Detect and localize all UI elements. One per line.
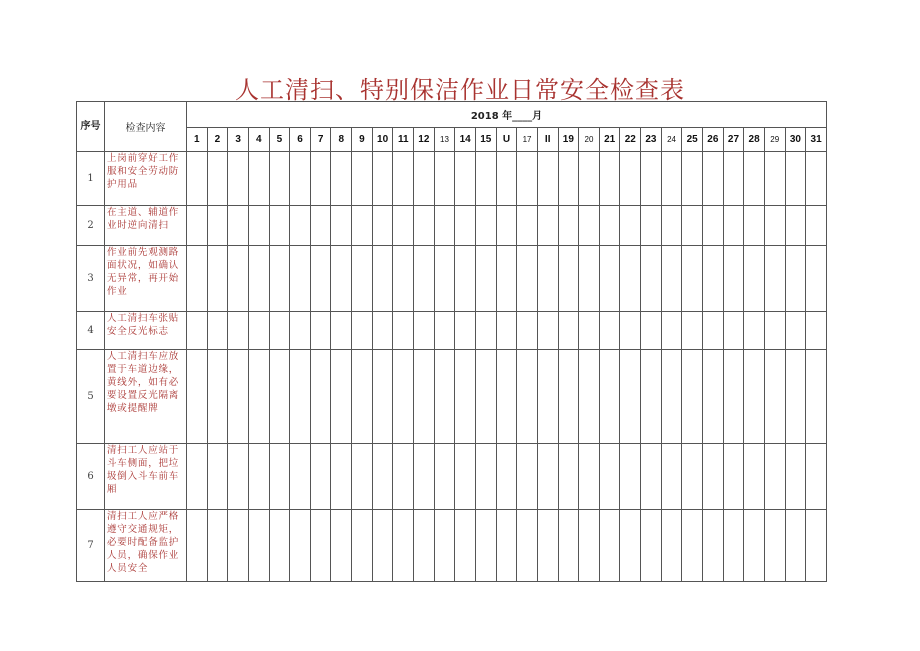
check-cell[interactable] (620, 444, 641, 510)
check-cell[interactable] (641, 510, 662, 582)
check-cell[interactable] (599, 246, 620, 312)
check-cell[interactable] (620, 206, 641, 246)
check-cell[interactable] (703, 312, 724, 350)
page-title: 人工清扫、特别保洁作业日常安全检查表 (235, 76, 685, 104)
check-cell[interactable] (682, 206, 703, 246)
check-cell[interactable] (331, 206, 352, 246)
check-cell[interactable] (393, 152, 414, 206)
day-header: 8 (331, 128, 352, 152)
check-cell[interactable] (434, 510, 455, 582)
check-cell[interactable] (579, 152, 600, 206)
check-cell[interactable] (248, 510, 269, 582)
check-cell[interactable] (537, 206, 558, 246)
check-cell[interactable] (352, 312, 373, 350)
check-cell[interactable] (414, 206, 435, 246)
check-cell[interactable] (682, 246, 703, 312)
check-cell[interactable] (806, 312, 827, 350)
check-cell[interactable] (475, 152, 496, 206)
day-header: 26 (703, 128, 724, 152)
day-header: 15 (475, 128, 496, 152)
day-header: 6 (290, 128, 311, 152)
check-cell[interactable] (496, 350, 517, 444)
check-cell[interactable] (331, 444, 352, 510)
check-cell[interactable] (228, 312, 249, 350)
header-year-month: 2018 年____月 (187, 102, 827, 128)
check-cell[interactable] (393, 350, 414, 444)
check-cell[interactable] (579, 510, 600, 582)
check-cell[interactable] (641, 312, 662, 350)
check-cell[interactable] (496, 152, 517, 206)
check-cell[interactable] (558, 206, 579, 246)
check-cell[interactable] (579, 312, 600, 350)
check-cell[interactable] (537, 510, 558, 582)
day-header: 2 (207, 128, 228, 152)
row-check-content: 人工清扫车张贴安全反光标志 (105, 312, 187, 350)
check-cell[interactable] (806, 444, 827, 510)
check-cell[interactable] (744, 246, 765, 312)
table-row (77, 206, 827, 246)
day-header: II (537, 128, 558, 152)
check-cell[interactable] (248, 312, 269, 350)
check-cell[interactable] (187, 312, 208, 350)
check-cell[interactable] (496, 444, 517, 510)
check-cell[interactable] (228, 246, 249, 312)
check-cell[interactable] (207, 152, 228, 206)
check-cell[interactable] (517, 312, 538, 350)
check-cell[interactable] (806, 510, 827, 582)
check-cell[interactable] (620, 510, 641, 582)
check-cell[interactable] (434, 246, 455, 312)
check-cell[interactable] (393, 246, 414, 312)
check-cell[interactable] (537, 246, 558, 312)
check-cell[interactable] (682, 152, 703, 206)
check-cell[interactable] (703, 510, 724, 582)
row-check-content: 人工清扫车应放置于车道边缘，黄线外，如有必要设置反光隔离墩或提醒牌 (105, 350, 187, 444)
check-cell[interactable] (703, 350, 724, 444)
check-cell[interactable] (248, 152, 269, 206)
check-cell[interactable] (475, 312, 496, 350)
check-cell[interactable] (290, 444, 311, 510)
check-cell[interactable] (187, 444, 208, 510)
check-cell[interactable] (248, 350, 269, 444)
check-cell[interactable] (537, 350, 558, 444)
check-cell[interactable] (228, 152, 249, 206)
check-cell[interactable] (599, 206, 620, 246)
check-cell[interactable] (764, 312, 785, 350)
check-cell[interactable] (806, 246, 827, 312)
check-cell[interactable] (764, 206, 785, 246)
check-cell[interactable] (703, 206, 724, 246)
check-cell[interactable] (393, 206, 414, 246)
check-cell[interactable] (393, 510, 414, 582)
day-header: 31 (806, 128, 827, 152)
check-cell[interactable] (434, 350, 455, 444)
table-row (77, 444, 827, 510)
check-cell[interactable] (744, 206, 765, 246)
row-seq: 6 (77, 444, 105, 510)
day-header: 30 (785, 128, 806, 152)
check-cell[interactable] (434, 152, 455, 206)
check-cell[interactable] (269, 350, 290, 444)
check-cell[interactable] (517, 152, 538, 206)
check-cell[interactable] (414, 510, 435, 582)
check-cell[interactable] (620, 152, 641, 206)
check-cell[interactable] (723, 510, 744, 582)
check-cell[interactable] (517, 350, 538, 444)
day-header: 19 (558, 128, 579, 152)
row-check-content: 作业前先观测路面状况，如确认无异常，再开始作业 (105, 246, 187, 312)
check-cell[interactable] (620, 350, 641, 444)
day-header: 20 (579, 128, 600, 152)
check-cell[interactable] (785, 444, 806, 510)
check-cell[interactable] (558, 350, 579, 444)
check-cell[interactable] (723, 350, 744, 444)
check-cell[interactable] (785, 152, 806, 206)
check-cell[interactable] (248, 206, 269, 246)
check-cell[interactable] (806, 350, 827, 444)
check-cell[interactable] (682, 350, 703, 444)
row-check-content: 上岗前穿好工作服和安全劳动防护用品 (105, 152, 187, 206)
check-cell[interactable] (744, 510, 765, 582)
check-cell[interactable] (537, 152, 558, 206)
check-cell[interactable] (661, 444, 682, 510)
row-check-content: 清扫工人应站于斗车侧面，把垃圾倒入斗车前车厢 (105, 444, 187, 510)
check-cell[interactable] (496, 510, 517, 582)
check-cell[interactable] (248, 246, 269, 312)
check-cell[interactable] (290, 206, 311, 246)
table-row (77, 246, 827, 312)
check-cell[interactable] (207, 246, 228, 312)
check-cell[interactable] (744, 152, 765, 206)
check-cell[interactable] (455, 246, 476, 312)
check-cell[interactable] (475, 206, 496, 246)
check-cell[interactable] (331, 246, 352, 312)
check-cell[interactable] (558, 152, 579, 206)
check-cell[interactable] (537, 444, 558, 510)
day-header: 17 (517, 128, 538, 152)
check-cell[interactable] (352, 246, 373, 312)
check-cell[interactable] (269, 312, 290, 350)
check-cell[interactable] (331, 510, 352, 582)
day-header: 4 (248, 128, 269, 152)
check-cell[interactable] (290, 312, 311, 350)
check-cell[interactable] (661, 350, 682, 444)
check-cell[interactable] (744, 444, 765, 510)
check-cell[interactable] (641, 444, 662, 510)
check-cell[interactable] (661, 206, 682, 246)
check-cell[interactable] (641, 246, 662, 312)
check-cell[interactable] (352, 152, 373, 206)
row-seq: 3 (77, 246, 105, 312)
check-cell[interactable] (558, 510, 579, 582)
check-cell[interactable] (414, 350, 435, 444)
check-cell[interactable] (228, 444, 249, 510)
check-cell[interactable] (228, 510, 249, 582)
check-cell[interactable] (352, 444, 373, 510)
day-header: 3 (228, 128, 249, 152)
check-cell[interactable] (599, 510, 620, 582)
check-cell[interactable] (599, 444, 620, 510)
check-cell[interactable] (455, 206, 476, 246)
check-cell[interactable] (434, 312, 455, 350)
day-header: 25 (682, 128, 703, 152)
check-cell[interactable] (207, 206, 228, 246)
check-cell[interactable] (537, 312, 558, 350)
check-cell[interactable] (723, 312, 744, 350)
check-cell[interactable] (764, 350, 785, 444)
check-cell[interactable] (310, 246, 331, 312)
check-cell[interactable] (517, 444, 538, 510)
check-cell[interactable] (187, 246, 208, 312)
check-cell[interactable] (641, 350, 662, 444)
check-cell[interactable] (187, 206, 208, 246)
check-cell[interactable] (207, 510, 228, 582)
check-cell[interactable] (723, 206, 744, 246)
check-cell[interactable] (703, 246, 724, 312)
check-cell[interactable] (723, 444, 744, 510)
check-cell[interactable] (310, 510, 331, 582)
check-cell[interactable] (517, 510, 538, 582)
day-header: 1 (187, 128, 208, 152)
check-cell[interactable] (372, 510, 393, 582)
check-cell[interactable] (372, 444, 393, 510)
day-header: 24 (661, 128, 682, 152)
row-check-content: 清扫工人应严格遵守交通规矩，必要时配备监护人员，确保作业人员安全 (105, 510, 187, 582)
check-cell[interactable] (682, 444, 703, 510)
check-cell[interactable] (475, 510, 496, 582)
day-header: 21 (599, 128, 620, 152)
check-cell[interactable] (785, 246, 806, 312)
check-cell[interactable] (599, 312, 620, 350)
day-header: 5 (269, 128, 290, 152)
check-cell[interactable] (290, 510, 311, 582)
check-cell[interactable] (661, 152, 682, 206)
check-cell[interactable] (579, 246, 600, 312)
check-cell[interactable] (372, 152, 393, 206)
check-cell[interactable] (723, 152, 744, 206)
check-cell[interactable] (290, 246, 311, 312)
check-cell[interactable] (517, 246, 538, 312)
check-cell[interactable] (496, 312, 517, 350)
check-cell[interactable] (703, 152, 724, 206)
check-cell[interactable] (620, 246, 641, 312)
check-cell[interactable] (331, 350, 352, 444)
day-header: 27 (723, 128, 744, 152)
day-header: 29 (764, 128, 785, 152)
check-cell[interactable] (455, 444, 476, 510)
check-cell[interactable] (475, 246, 496, 312)
check-cell[interactable] (372, 246, 393, 312)
check-cell[interactable] (269, 152, 290, 206)
check-cell[interactable] (558, 312, 579, 350)
check-cell[interactable] (475, 350, 496, 444)
check-cell[interactable] (414, 246, 435, 312)
check-cell[interactable] (579, 350, 600, 444)
day-header: 10 (372, 128, 393, 152)
check-cell[interactable] (310, 206, 331, 246)
check-cell[interactable] (187, 152, 208, 206)
check-cell[interactable] (393, 444, 414, 510)
check-cell[interactable] (744, 312, 765, 350)
check-cell[interactable] (269, 444, 290, 510)
check-cell[interactable] (744, 350, 765, 444)
check-cell[interactable] (455, 350, 476, 444)
check-cell[interactable] (558, 246, 579, 312)
day-header: 9 (352, 128, 373, 152)
check-cell[interactable] (517, 206, 538, 246)
check-cell[interactable] (455, 312, 476, 350)
check-cell[interactable] (599, 152, 620, 206)
day-header: 28 (744, 128, 765, 152)
check-cell[interactable] (785, 206, 806, 246)
check-cell[interactable] (352, 206, 373, 246)
check-cell[interactable] (764, 510, 785, 582)
day-header: 12 (414, 128, 435, 152)
check-cell[interactable] (496, 246, 517, 312)
check-cell[interactable] (207, 312, 228, 350)
check-cell[interactable] (599, 350, 620, 444)
check-cell[interactable] (475, 444, 496, 510)
check-cell[interactable] (331, 152, 352, 206)
check-cell[interactable] (207, 444, 228, 510)
check-cell[interactable] (414, 152, 435, 206)
check-cell[interactable] (764, 246, 785, 312)
check-cell[interactable] (764, 444, 785, 510)
day-header: U (496, 128, 517, 152)
check-cell[interactable] (352, 510, 373, 582)
check-cell[interactable] (723, 246, 744, 312)
check-cell[interactable] (414, 312, 435, 350)
day-header: 23 (641, 128, 662, 152)
check-cell[interactable] (372, 350, 393, 444)
check-cell[interactable] (703, 444, 724, 510)
day-header: 22 (620, 128, 641, 152)
check-cell[interactable] (372, 312, 393, 350)
check-cell[interactable] (372, 206, 393, 246)
check-cell[interactable] (187, 350, 208, 444)
check-cell[interactable] (290, 350, 311, 444)
check-cell[interactable] (414, 444, 435, 510)
check-cell[interactable] (269, 510, 290, 582)
check-cell[interactable] (352, 350, 373, 444)
check-cell[interactable] (682, 510, 703, 582)
check-cell[interactable] (641, 152, 662, 206)
row-seq: 7 (77, 510, 105, 582)
table-row (77, 312, 827, 350)
check-cell[interactable] (641, 206, 662, 246)
row-seq: 2 (77, 206, 105, 246)
check-cell[interactable] (558, 444, 579, 510)
day-header: 11 (393, 128, 414, 152)
check-cell[interactable] (806, 152, 827, 206)
table-row (77, 350, 827, 444)
check-cell[interactable] (620, 312, 641, 350)
check-cell[interactable] (434, 206, 455, 246)
check-cell[interactable] (269, 246, 290, 312)
check-cell[interactable] (248, 444, 269, 510)
check-cell[interactable] (661, 312, 682, 350)
row-seq: 1 (77, 152, 105, 206)
check-cell[interactable] (207, 350, 228, 444)
row-seq: 5 (77, 350, 105, 444)
day-header: 7 (310, 128, 331, 152)
check-cell[interactable] (455, 152, 476, 206)
check-cell[interactable] (661, 510, 682, 582)
check-cell[interactable] (310, 444, 331, 510)
check-cell[interactable] (496, 206, 517, 246)
check-cell[interactable] (331, 312, 352, 350)
check-cell[interactable] (228, 350, 249, 444)
check-cell[interactable] (290, 152, 311, 206)
check-cell[interactable] (455, 510, 476, 582)
day-header: 14 (455, 128, 476, 152)
check-cell[interactable] (393, 312, 414, 350)
table-row (77, 152, 827, 206)
check-cell[interactable] (228, 206, 249, 246)
check-cell[interactable] (785, 312, 806, 350)
check-cell[interactable] (187, 510, 208, 582)
check-cell[interactable] (310, 350, 331, 444)
table-row (77, 510, 827, 582)
check-cell[interactable] (764, 152, 785, 206)
check-cell[interactable] (785, 510, 806, 582)
header-content: 检查内容 (105, 102, 187, 152)
check-cell[interactable] (310, 152, 331, 206)
row-seq: 4 (77, 312, 105, 350)
check-cell[interactable] (579, 206, 600, 246)
check-cell[interactable] (661, 246, 682, 312)
check-cell[interactable] (785, 350, 806, 444)
header-seq: 序号 (77, 102, 105, 152)
check-cell[interactable] (806, 206, 827, 246)
check-cell[interactable] (434, 444, 455, 510)
row-check-content: 在主道、辅道作业时逆向清扫 (105, 206, 187, 246)
check-cell[interactable] (682, 312, 703, 350)
inspection-table (76, 101, 827, 582)
check-cell[interactable] (269, 206, 290, 246)
day-header: 13 (434, 128, 455, 152)
check-cell[interactable] (579, 444, 600, 510)
check-cell[interactable] (310, 312, 331, 350)
